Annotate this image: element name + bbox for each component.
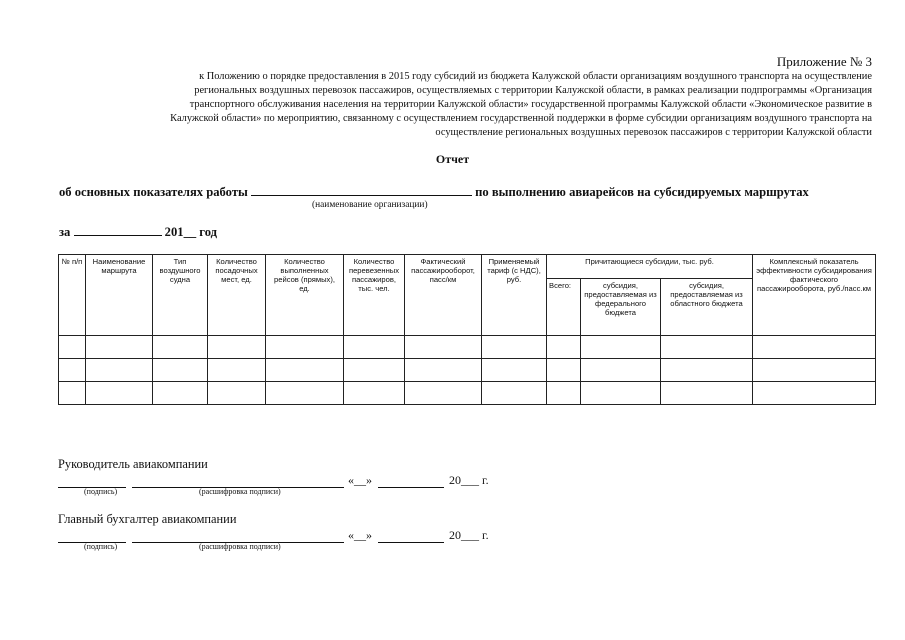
report-period (59, 223, 217, 240)
signature-year: 20___ г. (449, 473, 489, 487)
header-seats: Количество посадочных мест, ед. (208, 255, 266, 336)
header-route: Наименование маршрута (86, 255, 153, 336)
table-cell[interactable] (482, 382, 547, 405)
signature-title: Главный бухгалтер авиакомпании (58, 512, 237, 526)
table-cell[interactable] (482, 336, 547, 359)
preamble-line: осуществление региональных воздушных перевозок пассажиров с территории Калужской области (435, 127, 872, 138)
table-cell[interactable] (661, 359, 753, 382)
header-flights: Количество выполненных рейсов (прямых), ед. (266, 255, 344, 336)
header-passengers: Количество перевезенных пассажиров, тыс. чел. (344, 255, 405, 336)
signature-day: «__» (348, 473, 372, 487)
header-federal: субсидия, предоставляемая из федерального бюджета (581, 279, 661, 336)
table-cell[interactable] (59, 359, 86, 382)
organization-name-field[interactable] (251, 183, 472, 196)
subtitle-right: по выполнению авиарейсов на субсидируемых маршрутах (475, 185, 809, 199)
signature-block-accountant (58, 512, 508, 551)
signature-name-caption: (расшифровка подписи) (199, 487, 281, 496)
table-cell[interactable] (661, 336, 753, 359)
table-cell[interactable] (547, 382, 581, 405)
table-cell[interactable] (547, 336, 581, 359)
signature-day: «__» (348, 528, 372, 542)
table-cell[interactable] (753, 359, 876, 382)
header-subsidies: Причитающиеся субсидии, тыс. руб. (547, 255, 753, 279)
table-cell[interactable] (86, 336, 153, 359)
preamble-line: транспортного обслуживания населения на территории Калужской области» государственной программы Калужской области «Экономическое развитие в (189, 99, 872, 110)
table-cell[interactable] (153, 359, 208, 382)
table-header-row (59, 255, 876, 279)
preamble-line: региональных воздушных перевозок пассажиров, осуществляемых с территории Калужской области, в рамках реализации подпрограммы «Организация (194, 85, 872, 96)
table-cell[interactable] (547, 359, 581, 382)
table-cell[interactable] (266, 336, 344, 359)
signature-month-field[interactable] (378, 530, 444, 543)
table-cell[interactable] (581, 382, 661, 405)
table-cell[interactable] (753, 382, 876, 405)
preamble (70, 70, 872, 140)
table-cell[interactable] (581, 336, 661, 359)
period-year: 201__ год (164, 225, 218, 239)
signature-name-caption: (расшифровка подписи) (199, 542, 281, 551)
document-title: Отчет (435, 152, 470, 166)
signature-row (58, 472, 508, 488)
table-cell[interactable] (266, 359, 344, 382)
table-cell[interactable] (153, 382, 208, 405)
signature-title: Руководитель авиакомпании (58, 457, 208, 471)
table-cell[interactable] (86, 382, 153, 405)
table-cell[interactable] (344, 382, 405, 405)
table-cell[interactable] (208, 359, 266, 382)
header-total: Всего: (547, 279, 581, 336)
organization-caption: (наименование организации) (312, 200, 428, 210)
header-indicator: Комплексный показатель эффективности субсидирования фактического пассажирооборота, руб./пасс.км (753, 255, 876, 336)
header-tariff: Применяемый тариф (с НДС), руб. (482, 255, 547, 336)
table-cell[interactable] (59, 336, 86, 359)
table-cell[interactable] (482, 359, 547, 382)
table-cell[interactable] (153, 336, 208, 359)
table-cell[interactable] (581, 359, 661, 382)
table-cell[interactable] (266, 382, 344, 405)
table-cell[interactable] (208, 336, 266, 359)
table-cell[interactable] (405, 336, 482, 359)
subtitle-left: об основных показателях работы (59, 185, 248, 199)
header-aircraft: Тип воздушного судна (153, 255, 208, 336)
report-subtitle (59, 183, 809, 200)
table-cell[interactable] (59, 382, 86, 405)
preamble-line: к Положению о порядке предоставления в 2015 году субсидий из бюджета Калужской области организациям воздушного транспорта на осуществление (199, 71, 872, 82)
table-row (59, 382, 876, 405)
signature-month-field[interactable] (378, 475, 444, 488)
appendix-title: Приложение № 3 (776, 54, 872, 69)
preamble-line: Калужской области» по мероприятию, связанному с осуществлением государственной поддержки в форме субсидии организациям воздушного транспорта на (170, 113, 872, 124)
header-number: № п/п (59, 255, 86, 336)
report-table (58, 254, 876, 405)
period-prefix: за (59, 225, 71, 239)
table-cell[interactable] (405, 359, 482, 382)
table-row (59, 336, 876, 359)
header-turnover: Фактический пассажирооборот, пасс/км (405, 255, 482, 336)
header-regional: субсидия, предоставляемая из областного бюджета (661, 279, 753, 336)
table-cell[interactable] (208, 382, 266, 405)
table-cell[interactable] (344, 336, 405, 359)
table-cell[interactable] (661, 382, 753, 405)
table-row (59, 359, 876, 382)
signature-caption: (подпись) (84, 542, 118, 551)
table-cell[interactable] (344, 359, 405, 382)
signature-block-director (58, 457, 508, 496)
period-month-field[interactable] (74, 223, 162, 236)
signature-caption: (подпись) (84, 487, 118, 496)
signature-year: 20___ г. (449, 528, 489, 542)
table-cell[interactable] (753, 336, 876, 359)
table-cell[interactable] (86, 359, 153, 382)
signature-row (58, 527, 508, 543)
table-cell[interactable] (405, 382, 482, 405)
